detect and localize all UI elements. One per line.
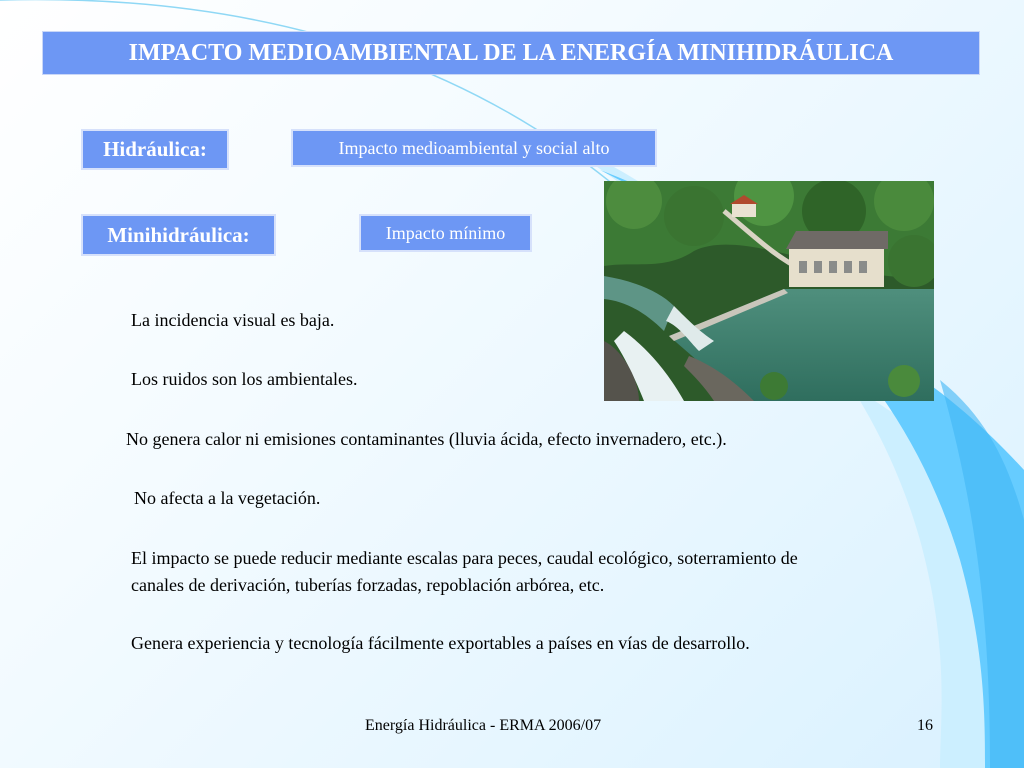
hydro-plant-photo [604,181,934,401]
point-vegetation: No afecta a la vegetación. [134,488,321,508]
point-mitigation-line1: El impacto se puede reducir mediante escalas para peces, caudal ecológico, soterramiento de [131,548,798,568]
point-emissions: No genera calor ni emisiones contaminantes (lluvia ácida, efecto invernadero, etc.). [126,429,727,449]
point-mitigation-line2: canales de derivación, tuberías forzadas, repoblación arbórea, etc. [131,575,605,595]
slide-title: IMPACTO MEDIOAMBIENTAL DE LA ENERGÍA MINIHIDRÁULICA [42,31,980,75]
point-noise: Los ruidos son los ambientales. [131,369,358,389]
value-minihidraulica: Impacto mínimo [359,214,532,252]
point-visual: La incidencia visual es baja. [131,310,335,330]
point-export: Genera experiencia y tecnología fácilmente exportables a países en vías de desarrollo. [131,633,750,653]
label-minihidraulica: Minihidráulica: [81,214,276,256]
label-hidraulica: Hidráulica: [81,129,229,170]
footer-text: Energía Hidráulica - ERMA 2006/07 [365,717,602,734]
page-number: 16 [917,717,933,734]
value-hidraulica: Impacto medioambiental y social alto [291,129,657,167]
